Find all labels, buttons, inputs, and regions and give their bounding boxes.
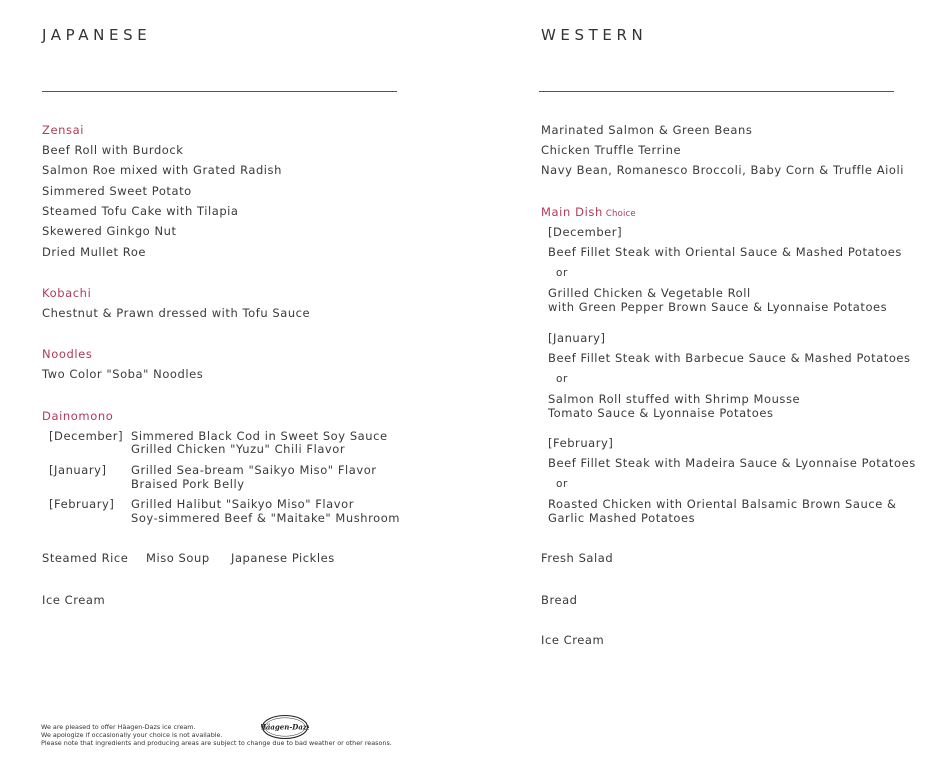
- appetizer-item: Chicken Truffle Terrine: [541, 143, 682, 157]
- main-option: Beef Fillet Steak with Barbecue Sauce & Mashed Potatoes: [548, 351, 911, 365]
- main-dish-choice-note: Choice: [605, 209, 636, 219]
- main-option: Salmon Roll stuffed with Shrimp Mousse: [548, 392, 801, 406]
- main-option: Roasted Chicken with Oriental Balsamic Brown Sauce &: [548, 497, 897, 511]
- zensai-title: Zensai: [42, 123, 85, 137]
- japanese-divider: [42, 91, 397, 92]
- haagen-dazs-logo: [261, 713, 309, 745]
- noodles-item: Two Color "Soba" Noodles: [42, 367, 204, 381]
- dainomono-item: Simmered Black Cod in Sweet Soy Sauce: [131, 429, 388, 443]
- dainomono-title: Dainomono: [42, 409, 114, 423]
- dainomono-item: Braised Pork Belly: [131, 477, 245, 491]
- main-month-label: [January]: [548, 331, 606, 345]
- appetizer-item: Marinated Salmon & Green Beans: [541, 123, 753, 137]
- or-separator: or: [556, 267, 568, 279]
- western-divider: [539, 91, 894, 92]
- haagen-dazs-logo-icon: [261, 713, 309, 741]
- kobachi-title: Kobachi: [42, 286, 92, 300]
- or-separator: or: [556, 478, 568, 490]
- western-dessert: Ice Cream: [541, 633, 605, 647]
- noodles-title: Noodles: [42, 347, 93, 361]
- side-japanese-pickles: Japanese Pickles: [231, 551, 335, 565]
- japanese-dessert: Ice Cream: [42, 593, 106, 607]
- western-salad: Fresh Salad: [541, 551, 614, 565]
- main-option: Beef Fillet Steak with Oriental Sauce & Mashed Potatoes: [548, 245, 902, 259]
- main-dish-title: [541, 205, 636, 221]
- main-option: Grilled Chicken & Vegetable Roll: [548, 286, 751, 300]
- or-separator: or: [556, 373, 568, 385]
- dainomono-month-label: [January]: [49, 463, 107, 477]
- dainomono-month-label: [December]: [49, 429, 124, 443]
- zensai-item: Skewered Ginkgo Nut: [42, 224, 177, 238]
- side-steamed-rice: Steamed Rice: [42, 551, 129, 565]
- zensai-item: Dried Mullet Roe: [42, 245, 147, 259]
- dainomono-item: Grilled Halibut "Saikyo Miso" Flavor: [131, 497, 354, 511]
- main-dish-title-text: Main Dish: [541, 205, 603, 219]
- zensai-item: Beef Roll with Burdock: [42, 143, 184, 157]
- main-option: Beef Fillet Steak with Madeira Sauce & Lyonnaise Potatoes: [548, 456, 916, 470]
- zensai-item: Steamed Tofu Cake with Tilapia: [42, 204, 239, 218]
- dainomono-item: Grilled Sea-bream "Saikyo Miso" Flavor: [131, 463, 377, 477]
- main-option: Garlic Mashed Potatoes: [548, 511, 696, 525]
- logo-text: Häagen-Dazs: [261, 722, 309, 732]
- zensai-item: Simmered Sweet Potato: [42, 184, 192, 198]
- dainomono-month-label: [February]: [49, 497, 115, 511]
- main-option: Tomato Sauce & Lyonnaise Potatoes: [548, 406, 774, 420]
- dainomono-item: Soy-simmered Beef & "Maitake" Mushroom: [131, 511, 401, 525]
- dainomono-item: Grilled Chicken "Yuzu" Chili Flavor: [131, 442, 346, 456]
- footer-line: Please note that ingredients and producing areas are subject to change due to bad weather or other reasons.: [41, 739, 392, 747]
- kobachi-item: Chestnut & Prawn dressed with Tofu Sauce: [42, 306, 311, 320]
- main-option: with Green Pepper Brown Sauce & Lyonnaise Potatoes: [548, 300, 888, 314]
- main-month-label: [December]: [548, 225, 623, 239]
- footer-line: We are pleased to offer Häagen-Dazs ice cream.: [41, 723, 196, 731]
- western-bread: Bread: [541, 593, 578, 607]
- side-miso-soup: Miso Soup: [146, 551, 210, 565]
- appetizer-item: Navy Bean, Romanesco Broccoli, Baby Corn & Truffle Aioli: [541, 163, 904, 177]
- western-heading: WESTERN: [541, 26, 648, 44]
- main-month-label: [February]: [548, 436, 614, 450]
- zensai-item: Salmon Roe mixed with Grated Radish: [42, 163, 282, 177]
- footer-line: We apologize if occasionally your choice is not available.: [41, 731, 223, 739]
- japanese-heading: JAPANESE: [42, 26, 152, 44]
